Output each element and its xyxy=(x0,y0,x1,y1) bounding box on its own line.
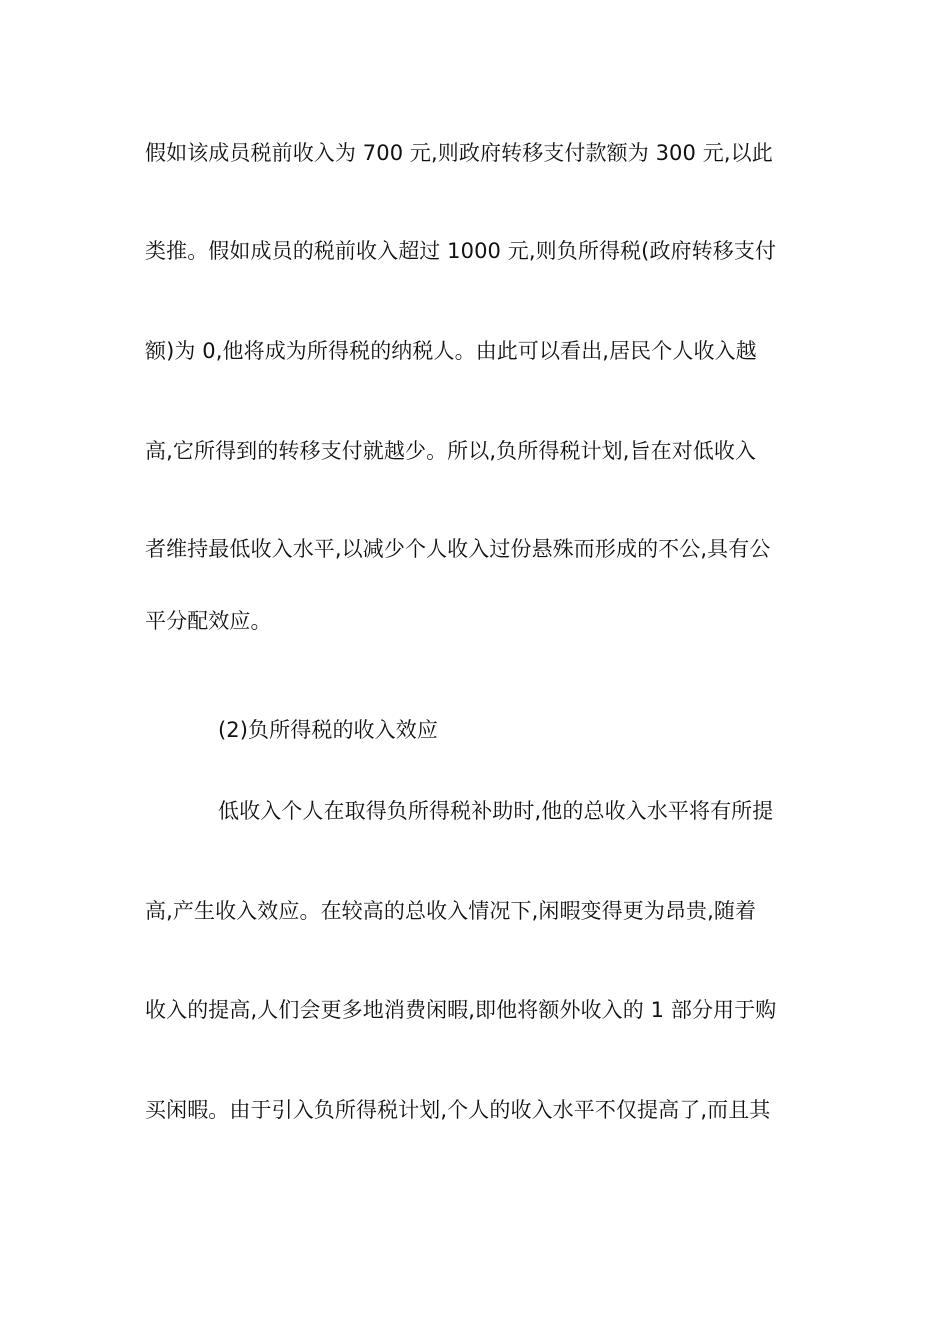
paragraph-line: 高,它所得到的转移支付就越少。所以,负所得税计划,旨在对低收入 xyxy=(145,439,757,463)
paragraph-line: 买闲暇。由于引入负所得税计划,个人的收入水平不仅提高了,而且其 xyxy=(145,1098,771,1122)
paragraph-line: 低收入个人在取得负所得税补助时,他的总收入水平将有所提 xyxy=(218,799,774,823)
paragraph-line: 假如该成员税前收入为 700 元,则政府转移支付款额为 300 元,以此 xyxy=(145,141,773,165)
paragraph-line: 收入的提高,人们会更多地消费闲暇,即他将额外收入的 1 部分用于购 xyxy=(145,998,777,1022)
paragraph-line: 高,产生收入效应。在较高的总收入情况下,闲暇变得更为昂贵,随着 xyxy=(145,899,757,923)
section-heading: (2)负所得税的收入效应 xyxy=(218,718,438,742)
paragraph-line: 者维持最低收入水平,以减少个人收入过份悬殊而形成的不公,具有公 xyxy=(145,537,771,561)
paragraph-line: 类推。假如成员的税前收入超过 1000 元,则负所得税(政府转移支付 xyxy=(145,239,777,263)
paragraph-line: 平分配效应。 xyxy=(145,609,272,633)
paragraph-line: 额)为 0,他将成为所得税的纳税人。由此可以看出,居民个人收入越 xyxy=(145,339,757,363)
